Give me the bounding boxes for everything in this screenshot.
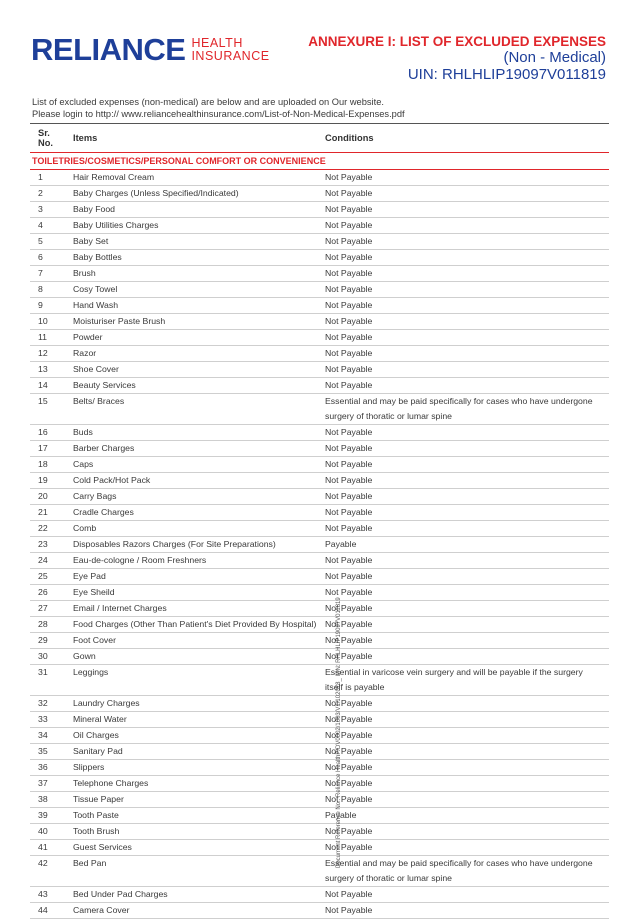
row-condition: Essential in varicose vein surgery and will be payable if the surgery itself is payable <box>325 667 583 692</box>
row-condition: Not Payable <box>325 842 373 852</box>
row-number: 27 <box>38 603 48 613</box>
table-row <box>30 394 609 425</box>
row-condition: Payable <box>325 539 357 549</box>
table-row <box>30 489 609 505</box>
row-number: 24 <box>38 555 48 565</box>
row-item: Bed Under Pad Charges <box>73 889 168 899</box>
table-row <box>30 330 609 346</box>
row-item: Oil Charges <box>73 730 119 740</box>
table-row <box>30 808 609 824</box>
row-number: 18 <box>38 459 48 469</box>
row-condition: Not Payable <box>325 316 373 326</box>
page-subtitle: (Non - Medical) <box>503 49 606 66</box>
row-number: 3 <box>38 204 43 214</box>
row-item: Tooth Paste <box>73 810 119 820</box>
row-item: Leggings <box>73 667 109 677</box>
row-number: 21 <box>38 507 48 517</box>
row-item: Mineral Water <box>73 714 127 724</box>
row-item: Buds <box>73 427 93 437</box>
row-item: Belts/ Braces <box>73 396 125 406</box>
intro-text <box>32 96 405 120</box>
header-no: No. <box>38 138 53 148</box>
row-condition: Not Payable <box>325 236 373 246</box>
table-row <box>30 887 609 903</box>
row-number: 43 <box>38 889 48 899</box>
table-row <box>30 649 609 665</box>
row-item: Comb <box>73 523 97 533</box>
row-condition: Not Payable <box>325 172 373 182</box>
company-logo <box>31 34 270 65</box>
row-condition: Not Payable <box>325 348 373 358</box>
table-row <box>30 617 609 633</box>
table-row <box>30 186 609 202</box>
table-row <box>30 298 609 314</box>
row-number: 40 <box>38 826 48 836</box>
table-header-row <box>30 124 609 152</box>
header-items: Items <box>73 133 98 143</box>
row-number: 8 <box>38 284 43 294</box>
document-header <box>308 34 606 83</box>
row-number: 16 <box>38 427 48 437</box>
row-item: Sanitary Pad <box>73 746 123 756</box>
row-condition: Not Payable <box>325 794 373 804</box>
row-item: Tissue Paper <box>73 794 124 804</box>
row-item: Eau-de-cologne / Room Freshners <box>73 555 207 565</box>
row-condition: Not Payable <box>325 507 373 517</box>
row-number: 39 <box>38 810 48 820</box>
row-number: 23 <box>38 539 48 549</box>
row-item: Caps <box>73 459 94 469</box>
row-number: 42 <box>38 858 48 868</box>
row-item: Eye Sheild <box>73 587 115 597</box>
row-item: Baby Food <box>73 204 116 214</box>
row-number: 20 <box>38 491 48 501</box>
row-number: 11 <box>38 332 48 342</box>
row-number: 19 <box>38 475 48 485</box>
row-condition: Not Payable <box>325 889 373 899</box>
row-condition: Not Payable <box>325 491 373 501</box>
row-number: 9 <box>38 300 43 310</box>
row-item: Bed Pan <box>73 858 107 868</box>
table-row <box>30 696 609 712</box>
intro-line-2: Please login to http:// www.reliancehealthinsurance.com/List-of-Non-Medical-Expenses.pdf <box>32 109 405 119</box>
row-condition: Not Payable <box>325 555 373 565</box>
row-condition: Not Payable <box>325 284 373 294</box>
row-number: 17 <box>38 443 48 453</box>
row-number: 14 <box>38 380 48 390</box>
row-number: 34 <box>38 730 48 740</box>
row-number: 13 <box>38 364 48 374</box>
row-item: Tooth Brush <box>73 826 120 836</box>
row-item: Cosy Towel <box>73 284 118 294</box>
row-number: 4 <box>38 220 43 230</box>
table-row <box>30 505 609 521</box>
row-item: Barber Charges <box>73 443 135 453</box>
table-row <box>30 633 609 649</box>
row-number: 22 <box>38 523 48 533</box>
row-item: Carry Bags <box>73 491 117 501</box>
row-number: 15 <box>38 396 48 406</box>
table-row <box>30 537 609 553</box>
table-row <box>30 760 609 776</box>
row-condition: Not Payable <box>325 380 373 390</box>
table-row <box>30 776 609 792</box>
table-row <box>30 553 609 569</box>
row-condition: Not Payable <box>325 778 373 788</box>
row-number: 25 <box>38 571 48 581</box>
row-item: Laundry Charges <box>73 698 140 708</box>
row-number: 33 <box>38 714 48 724</box>
row-number: 31 <box>38 667 48 677</box>
row-item: Hand Wash <box>73 300 119 310</box>
row-condition: Not Payable <box>325 746 373 756</box>
row-number: 38 <box>38 794 48 804</box>
row-condition: Payable <box>325 810 357 820</box>
table-row <box>30 744 609 760</box>
row-item: Disposables Razors Charges (For Site Preparations) <box>73 539 276 549</box>
row-item: Beauty Services <box>73 380 136 390</box>
table-row <box>30 282 609 298</box>
row-number: 32 <box>38 698 48 708</box>
table-row <box>30 665 609 696</box>
table-row <box>30 903 609 919</box>
row-number: 1 <box>38 172 43 182</box>
table-row <box>30 441 609 457</box>
table-row <box>30 521 609 537</box>
row-number: 35 <box>38 746 48 756</box>
intro-line-1: List of excluded expenses (non-medical) are below and are uploaded on Our website. <box>32 97 384 107</box>
header-sr: Sr. <box>38 128 50 138</box>
page-title: ANNEXURE I: LIST OF EXCLUDED EXPENSES <box>308 34 606 49</box>
row-condition: Not Payable <box>325 188 373 198</box>
row-number: 7 <box>38 268 43 278</box>
logo-subtitle <box>191 37 269 63</box>
table-row <box>30 250 609 266</box>
row-item: Baby Utilities Charges <box>73 220 159 230</box>
row-condition: Not Payable <box>325 651 373 661</box>
row-item: Slippers <box>73 762 105 772</box>
row-number: 2 <box>38 188 43 198</box>
table-row <box>30 202 609 218</box>
section-heading: TOILETRIES/COSMETICS/PERSONAL COMFORT OR CONVENIENCE <box>32 156 326 166</box>
table-row <box>30 314 609 330</box>
row-number: 37 <box>38 778 48 788</box>
row-item: Cradle Charges <box>73 507 134 517</box>
row-condition: Not Payable <box>325 762 373 772</box>
row-condition: Not Payable <box>325 268 373 278</box>
row-number: 41 <box>38 842 48 852</box>
table-row <box>30 346 609 362</box>
table-row <box>30 712 609 728</box>
document-reference: Document Reference No.: Reliance HealthP/DV0002/1003/V1/102018_ UIN: RHLHLIP19097V011819 <box>336 597 342 868</box>
table-row <box>30 425 609 441</box>
table-row <box>30 266 609 282</box>
row-condition: Not Payable <box>325 635 373 645</box>
row-condition: Not Payable <box>325 443 373 453</box>
logo-line-1: HEALTH <box>191 35 243 50</box>
row-condition: Not Payable <box>325 204 373 214</box>
row-item: Moisturiser Paste Brush <box>73 316 166 326</box>
table-row <box>30 457 609 473</box>
row-item: Baby Set <box>73 236 109 246</box>
row-condition: Not Payable <box>325 475 373 485</box>
row-item: Baby Bottles <box>73 252 122 262</box>
table-row <box>30 585 609 601</box>
row-item: Camera Cover <box>73 905 130 915</box>
row-condition: Not Payable <box>325 252 373 262</box>
table-row <box>30 856 609 887</box>
table-row <box>30 824 609 840</box>
row-condition: Not Payable <box>325 220 373 230</box>
row-condition: Not Payable <box>325 730 373 740</box>
row-condition: Not Payable <box>325 332 373 342</box>
row-number: 5 <box>38 236 43 246</box>
row-condition: Not Payable <box>325 571 373 581</box>
table-row <box>30 218 609 234</box>
row-item: Hair Removal Cream <box>73 172 155 182</box>
row-condition: Not Payable <box>325 587 373 597</box>
row-condition: Not Payable <box>325 619 373 629</box>
uin-label: UIN: RHLHLIP19097V011819 <box>407 66 606 83</box>
row-condition: Essential and may be paid specifically for cases who have undergone surgery of thoratic or lumar spine <box>325 396 593 421</box>
row-number: 6 <box>38 252 43 262</box>
row-item: Shoe Cover <box>73 364 119 374</box>
table-row <box>30 792 609 808</box>
logo-wordmark: RELIANCE <box>31 32 186 67</box>
row-item: Powder <box>73 332 103 342</box>
logo-line-2: INSURANCE <box>191 48 270 63</box>
row-item: Cold Pack/Hot Pack <box>73 475 151 485</box>
row-condition: Not Payable <box>325 714 373 724</box>
row-number: 29 <box>38 635 48 645</box>
row-number: 30 <box>38 651 48 661</box>
table-row <box>30 601 609 617</box>
row-item: Brush <box>73 268 96 278</box>
row-number: 44 <box>38 905 48 915</box>
table-row <box>30 378 609 394</box>
row-condition: Not Payable <box>325 698 373 708</box>
row-number: 36 <box>38 762 48 772</box>
excluded-expenses-table <box>30 123 609 919</box>
row-condition: Not Payable <box>325 523 373 533</box>
table-row <box>30 569 609 585</box>
row-item: Telephone Charges <box>73 778 149 788</box>
row-number: 26 <box>38 587 48 597</box>
row-condition: Not Payable <box>325 427 373 437</box>
row-condition: Not Payable <box>325 826 373 836</box>
row-condition: Not Payable <box>325 300 373 310</box>
row-condition: Essential and may be paid specifically for cases who have undergone surgery of thoratic or lumar spine <box>325 858 593 883</box>
row-item: Food Charges (Other Than Patient's Diet Provided By Hospital) <box>73 619 317 629</box>
row-item: Baby Charges (Unless Specified/Indicated) <box>73 188 239 198</box>
row-item: Foot Cover <box>73 635 116 645</box>
table-row <box>30 170 609 186</box>
row-condition: Not Payable <box>325 364 373 374</box>
table-row <box>30 728 609 744</box>
row-item: Gown <box>73 651 96 661</box>
header-sr-no <box>30 128 70 148</box>
header-conditions: Conditions <box>325 133 374 143</box>
table-row <box>30 473 609 489</box>
table-row <box>30 840 609 856</box>
row-condition: Not Payable <box>325 905 373 915</box>
row-item: Razor <box>73 348 97 358</box>
row-item: Guest Services <box>73 842 132 852</box>
row-condition: Not Payable <box>325 603 373 613</box>
row-number: 28 <box>38 619 48 629</box>
table-row <box>30 362 609 378</box>
row-number: 12 <box>38 348 48 358</box>
row-number: 10 <box>38 316 48 326</box>
table-row <box>30 234 609 250</box>
table-body <box>30 170 609 919</box>
row-item: Eye Pad <box>73 571 106 581</box>
row-condition: Not Payable <box>325 459 373 469</box>
row-item: Email / Internet Charges <box>73 603 167 613</box>
